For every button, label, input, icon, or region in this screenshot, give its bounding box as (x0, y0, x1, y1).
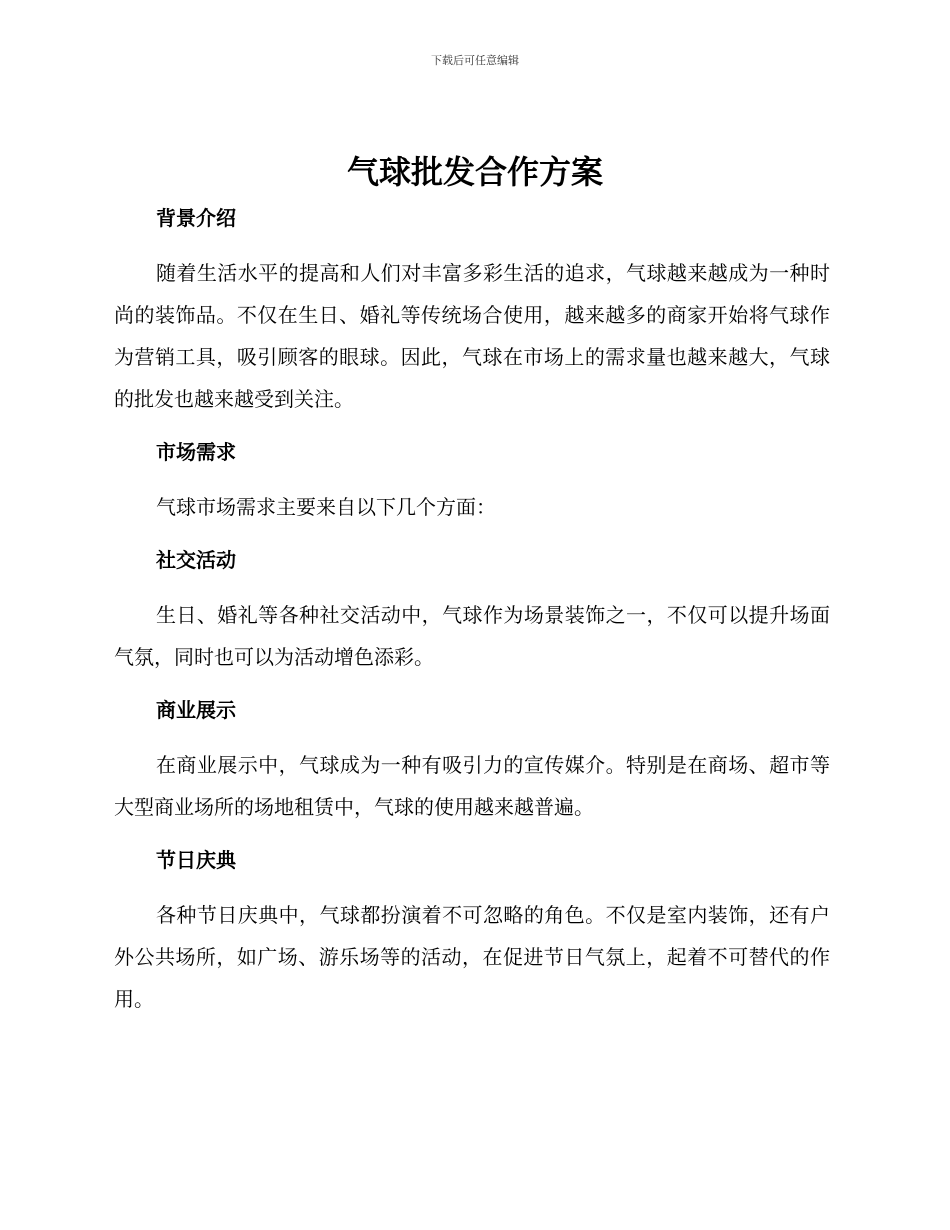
paragraph-market-demand: 气球市场需求主要来自以下几个方面： (156, 495, 496, 519)
section-heading-background: 背景介绍 (156, 206, 236, 230)
paragraph-commercial-display: 在商业展示中，气球成为一种有吸引力的宣传媒介。特别是在商场、超市等大型商业场所的场地租赁中，气球的使用越来越普遍。 (114, 753, 830, 819)
section-heading-festivals: 节日庆典 (156, 848, 236, 872)
page-header-note: 下载后可任意编辑 (431, 54, 519, 67)
paragraph-background: 随着生活水平的提高和人们对丰富多彩生活的追求，气球越来越成为一种时尚的装饰品。不仅在生日、婚礼等传统场合使用，越来越多的商家开始将气球作为营销工具，吸引顾客的眼球。因此，气球在市场上的需求量也越来越大，气球的批发也越来越受到关注。 (114, 261, 830, 411)
section-heading-commercial-display: 商业展示 (156, 698, 236, 722)
paragraph-festivals: 各种节日庆典中，气球都扮演着不可忽略的角色。不仅是室内装饰，还有户外公共场所，如广场、游乐场等的活动，在促进节日气氛上，起着不可替代的作用。 (114, 903, 830, 1011)
paragraph-social-events: 生日、婚礼等各种社交活动中，气球作为场景装饰之一，不仅可以提升场面气氛，同时也可以为活动增色添彩。 (114, 603, 830, 669)
section-heading-social-events: 社交活动 (156, 548, 236, 572)
document-body (114, 198, 830, 1020)
section-heading-market-demand: 市场需求 (156, 440, 236, 464)
document-title: 气球批发合作方案 (346, 153, 603, 191)
